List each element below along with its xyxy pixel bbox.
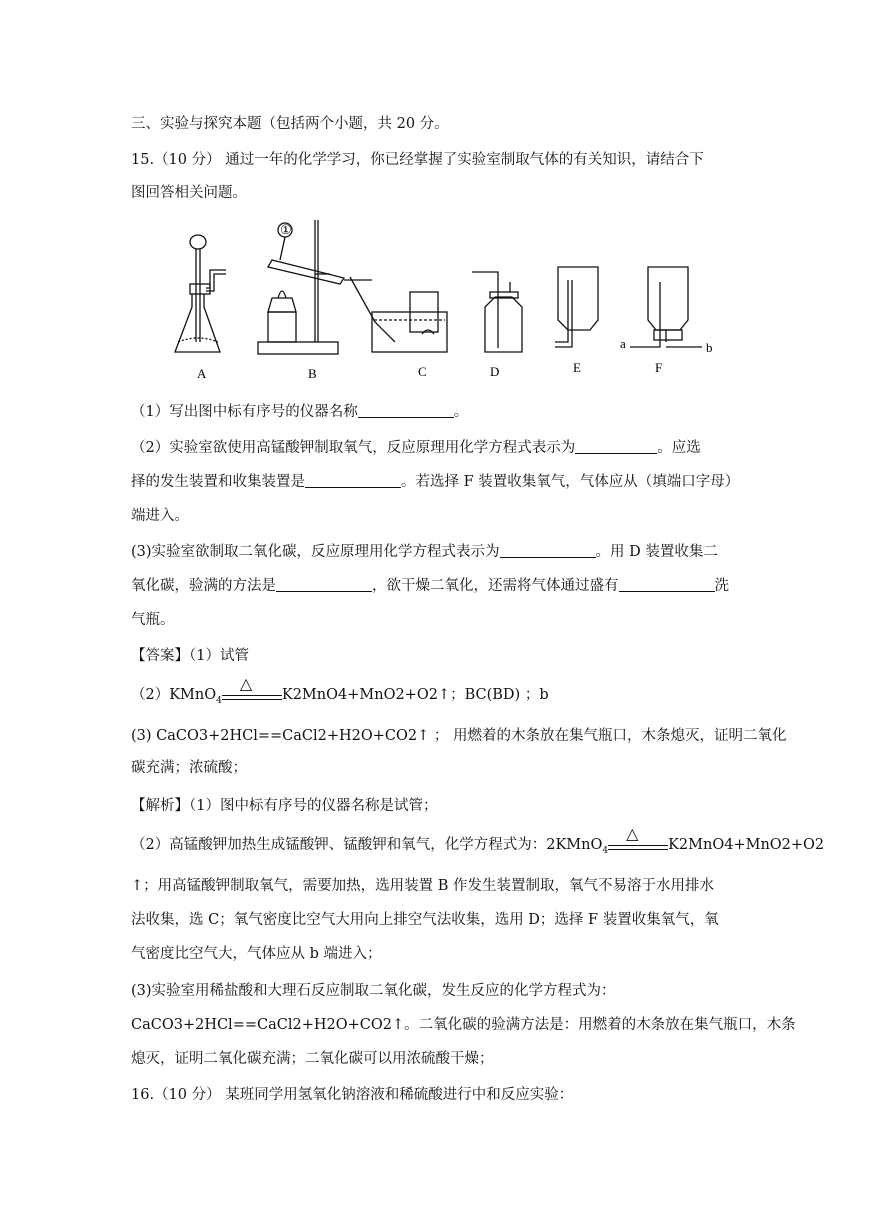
heat-condition-2: [608, 824, 668, 852]
blank-1[interactable]: [358, 402, 454, 418]
answer-eq-prefix: （2）KMnO: [131, 687, 217, 703]
analysis-line-1: 【解析】（1）图中标有序号的仪器名称是试管；: [131, 798, 438, 814]
analysis-eq-sub: 4: [602, 845, 609, 856]
analysis-line-4: 法收集，选 C；氧气密度比空气大用向上排空气法收集，选用 D；选择 F 装置收集氧气，氧: [131, 912, 719, 928]
answer-line-1: 【答案】（1）试管: [131, 648, 249, 664]
q15-part-3a-end: 。用 D 装置收集二: [595, 544, 718, 560]
label-a: A: [197, 366, 207, 381]
heat-triangle-2: △: [626, 824, 639, 843]
apparatus-a-flask: [175, 235, 226, 352]
q15-part-1: [131, 402, 468, 422]
q15-part-3c: 气瓶。: [131, 612, 175, 628]
blank-2a[interactable]: [575, 438, 657, 454]
answer-line-2: [131, 674, 549, 711]
analysis-line-8: 熄灭，证明二氧化碳充满；二氧化碳可以用浓硫酸干燥；: [131, 1051, 494, 1067]
apparatus-d-bottle: [472, 272, 522, 352]
analysis-line-2: [131, 824, 825, 861]
q15-part-2a: [131, 438, 701, 458]
q15-part-3b-text: 氧化碳，验满的方法是: [131, 578, 276, 594]
heat-triangle: △: [239, 674, 253, 693]
q15-part-3b: [131, 576, 729, 596]
apparatus-c-trough: [372, 292, 447, 352]
analysis-eq-rest: K2MnO4+MnO2+O2: [668, 837, 825, 853]
blank-3b[interactable]: [276, 576, 372, 592]
question-15-line-1: 15.（10 分） 通过一年的化学学习，你已经掌握了实验室制取气体的有关知识，请结合下: [131, 152, 704, 168]
label-f: F: [655, 360, 663, 375]
port-a-label: a: [620, 336, 626, 351]
label-d: D: [490, 364, 500, 379]
q15-part-3a-text: (3)实验室欲制取二氧化碳，反应原理用化学方程式表示为: [131, 544, 500, 560]
section-title: 三、实验与探究本题（包括两个小题，共 20 分。: [131, 116, 449, 132]
heat-condition: [222, 674, 282, 702]
port-b-label: b: [706, 340, 713, 355]
q15-part-3b-end: 洗: [714, 578, 729, 594]
answer-line-3: (3) CaCO3+2HCl==CaCl2+H2O+CO2↑ ； 用燃着的木条放在集气瓶口，木条熄灭，证明二氧化: [131, 728, 787, 744]
analysis-line-5: 气密度比空气大，气体应从 b 端进入；: [131, 946, 382, 962]
double-bar: [222, 695, 282, 700]
q15-part-3b-mid: ，欲干燥二氧化，还需将气体通过盛有: [372, 578, 619, 594]
answer-eq-sub: 4: [216, 695, 222, 706]
label-b: B: [308, 366, 317, 381]
q15-part-2a-text: （2）实验室欲使用高锰酸钾制取氧气，反应原理用化学方程式表示为: [131, 440, 576, 456]
analysis-line-3: ↑；用高锰酸钾制取氧气，需要加热，选用装置 B 作发生装置制取，氧气不易溶于水用排水: [131, 878, 715, 894]
figure-marker: ①: [280, 222, 292, 237]
answer-line-4: 碳充满；浓硫酸；: [131, 760, 247, 776]
q15-part-2b-text: 择的发生装置和收集装置是: [131, 474, 305, 490]
label-c: C: [418, 364, 427, 379]
analysis-line-6: (3)实验室用稀盐酸和大理石反应制取二氧化碳，发生反应的化学方程式为：: [131, 983, 616, 999]
q15-part-2a-end: 。应选: [657, 440, 701, 456]
question-16-line-1: 16.（10 分） 某班同学用氢氧化钠溶液和稀硫酸进行中和反应实验：: [131, 1087, 574, 1103]
double-bar-2: [608, 845, 668, 850]
q15-part-1-text: （1）写出图中标有序号的仪器名称: [131, 404, 358, 420]
blank-3a[interactable]: [500, 542, 596, 558]
q15-part-2b: [131, 472, 739, 492]
blank-3c[interactable]: [619, 576, 715, 592]
apparatus-figure: [160, 212, 730, 382]
answer-eq-rest: K2MnO4+MnO2+O2↑；BC(BD) ；b: [281, 687, 549, 703]
apparatus-f-bottle: [630, 267, 702, 347]
apparatus-e-bottle: [555, 267, 598, 347]
q15-part-2c: 端进入。: [131, 508, 189, 524]
analysis-eq-prefix: （2）高锰酸钾加热生成锰酸钾、锰酸钾和氧气，化学方程式为：2KMnO: [131, 837, 603, 853]
q15-part-1-end: 。: [453, 404, 469, 420]
analysis-line-7: CaCO3+2HCl==CaCl2+H2O+CO2↑。二氧化碳的验满方法是：用燃着的木条放在集气瓶口，木条: [131, 1017, 796, 1033]
q15-part-2b-end: 。若选择 F 装置收集氧气，气体应从（填端口字母）: [401, 474, 740, 490]
label-e: E: [573, 360, 581, 375]
blank-2b[interactable]: [305, 472, 401, 488]
q15-part-3a: [131, 542, 718, 562]
question-15-line-2: 图回答相关问题。: [131, 185, 247, 201]
apparatus-b-stand: [258, 220, 395, 354]
